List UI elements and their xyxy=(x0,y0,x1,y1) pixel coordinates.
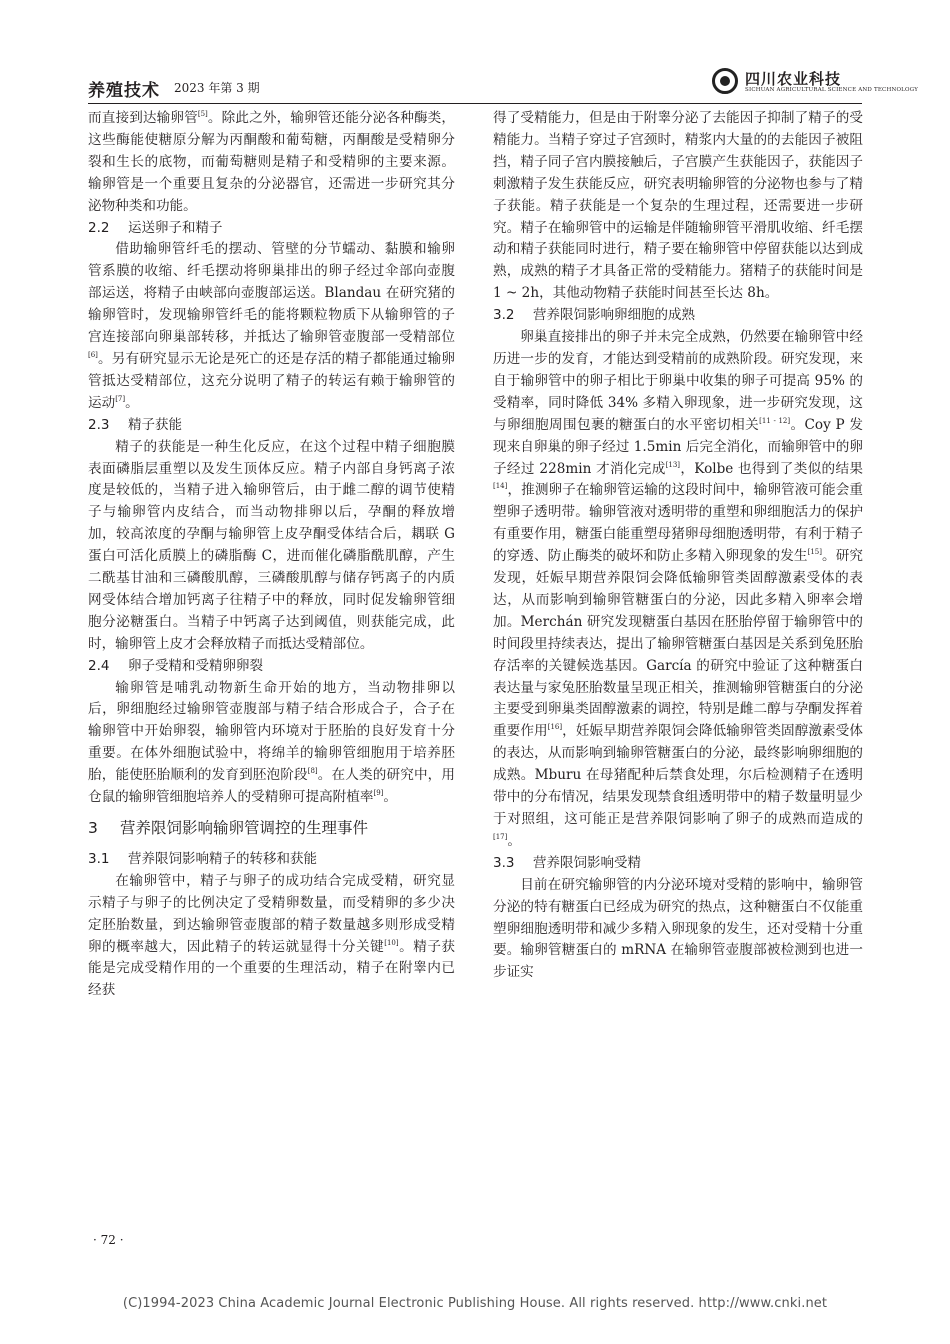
issue-label: 2023 年第 3 期 xyxy=(174,81,260,95)
logo-emblem-icon xyxy=(712,68,738,94)
paragraph: 目前在研究输卵管的内分泌环境对受精的影响中，输卵管分泌的特有糖蛋白已经成为研究的热点，这种糖蛋白不仅能重塑卵细胞透明带和减少多精入卵现象的发生，还对受精十分重要。输卵管糖蛋白的 mRNA 在输卵管壶腹部被检测到也进一步证实 xyxy=(493,876,863,981)
logo-subtitle: SICHUAN AGRICULTURAL SCIENCE AND TECHNOLOGY xyxy=(745,87,919,93)
logo-text: 四川农业科技 xyxy=(745,70,842,88)
paragraph: 卵巢直接排出的卵子并未完全成熟，仍然要在输卵管中经历进一步的发育，才能达到受精前的成熟阶段。研究发现，来自于输卵管中的卵子相比于卵巢中收集的卵子可提高 95% 的受精率，同时降低 34% 多精入卵现象，进一步研究发现，这与卵细胞周围包裹的糖蛋白的水平密切相关[11 - 12]。Coy P 发现来自卵巢的卵子经过 1.5min 后完全消化，而输卵管中的卵子经过 228min 才消化完成[13]，Kolbe 也得到了类似的结果[14]，推测卵子在输卵管运输的这段时间中，输卵管液可能会重塑卵子透明带。输卵管液对透明带的重塑和卵细胞活力的保护有重要作用，糖蛋白能重塑母猪卵母细胞透明带，有利于精子的穿透、防止酶类的破坏和防止多精入卵现象的发生[15]。研究发现，妊娠早期营养限饲会降低输卵管类固醇激素受体的表达，从而影响到输卵管糖蛋白的分泌，因此多精入卵率会增加。Merchán 研究发现糖蛋白基因在胚胎停留于输卵管中的时间段里持续表达，提出了输卵管糖蛋白基因是关系到兔胚胎存活率的关键候选基因。García 的研究中验证了这种糖蛋白表达量与家兔胚胎数量呈现正相关，推测输卵管糖蛋白的分泌主要受到卵巢类固醇激素的调控，特别是雌二醇与孕酮发挥着重要作用[16]，妊娠早期营养限饲会降低输卵管类固醇激素受体的表达，从而影响到输卵管糖蛋白的分泌，最终影响卵细胞的成熟。Mburu 在母猪配种后禁食处理，尔后检测精子在透明带中的分布情况，结果发现禁食组透明带中的精子数量明显少于对照组，这可能正是营养限饲影响了卵子的成熟而造成的[17]。 xyxy=(493,329,864,849)
journal-title: 养殖技术 xyxy=(88,81,160,101)
section-heading-2-2: 2.2 运送卵子和精子 xyxy=(88,219,223,236)
paragraph: 输卵管是哺乳动物新生命开始的地方，当动物排卵以后，卵细胞经过输卵管壶腹部与精子结合形成合子，合子在输卵管中开始卵裂，输卵管内环境对于胚胎的良好发育十分重要。在体外细胞试验中，将绵羊的输卵管细胞用于培养胚胎，能使胚胎顺利的发育到胚泡阶段[8]。在人类的研究中，用仓鼠的输卵管细胞培养人的受精卵可提高附植率[9]。 xyxy=(88,679,456,806)
paragraph: 在输卵管中，精子与卵子的成功结合完成受精，研究显示精子与卵子的比例决定了受精卵数量，而受精卵的多少决定胚胎数量，到达输卵管壶腹部的精子数量越多则形成受精卵的概率越大，因此精子的转运就显得十分关键[10]。精子获能是完成受精作用的一个重要的生理活动，精子在附睾内已经获 xyxy=(88,872,456,999)
section-heading-2-3: 2.3 精子获能 xyxy=(88,416,182,433)
journal-logo xyxy=(712,68,919,100)
section-heading-3-3: 3.3 营养限饲影响受精 xyxy=(493,854,641,871)
page-header xyxy=(88,70,919,102)
left-column xyxy=(88,108,455,1002)
section-heading-3-2: 3.2 营养限饲影响卵细胞的成熟 xyxy=(493,307,695,324)
right-column xyxy=(493,108,863,984)
paragraph: 得了受精能力，但是由于附睾分泌了去能因子抑制了精子的受精能力。当精子穿过子宫颈时，精浆内大量的的去能因子被阻挡，精子同子宫内膜接触后，子宫膜产生获能因子，获能因子刺激精子发生获能反应，研究表明输卵管的分泌物也参与了精子获能。精子获能是一个复杂的生理过程，还需要进一步研究。精子在输卵管中的运输是伴随输卵管平滑肌收缩、纤毛摆动和精子获能同时进行，精子要在输卵管中停留获能以达到成熟，成熟的精子才具备正常的受精能力。猪精子的获能时间是 1 ~ 2h，其他动物精子获能时间甚至长达 8h。 xyxy=(493,110,863,302)
paragraph: 借助输卵管纤毛的摆动、管壁的分节蠕动、黏膜和输卵管系膜的收缩、纤毛摆动将卵巢排出的卵子经过伞部向壶腹部运送，将精子由峡部向壶腹部运送。Blandau 在研究猪的输卵管时，发现输卵管纤毛的能将颗粒物质下从输卵管的子宫连接部向卵巢部转移，并抵达了输卵管壶腹部一受精部位[6]。另有研究显示无论是死亡的还是存活的精子都能通过输卵管抵达受精部位，这充分说明了精子的转运有赖于输卵管的运动[7]。 xyxy=(88,241,455,411)
section-heading-2-4: 2.4 卵子受精和受精卵卵裂 xyxy=(88,657,263,674)
paragraph: 而直接到达输卵管[5]。除此之外，输卵管还能分泌各种酶类，这些酶能使糖原分解为丙酮酸和葡萄糖，丙酮酸是受精卵分裂和生长的底物，而葡萄糖则是精子和受精卵的主要来源。输卵管是一个重要且复杂的分泌器官，还需进一步研究其分泌物种类和功能。 xyxy=(88,110,456,214)
copyright-footer: (C)1994-2023 China Academic Journal Electronic Publishing House. All rights reserved. http://www.cnki.net xyxy=(122,1296,828,1311)
paragraph: 精子的获能是一种生化反应，在这个过程中精子细胞膜表面磷脂层重塑以及发生顶体反应。精子内部自身钙离子浓度是较低的，当精子进入输卵管后，由于雌二醇的调节使精子与输卵管内皮结合，而当动物排卵以后，孕酮的释放增加，较高浓度的孕酮与输卵管上皮孕酮受体结合后，耦联 G 蛋白可活化质膜上的磷脂酶 C，进而催化磷脂酰肌醇，产生二酰基甘油和三磷酸肌醇，三磷酸肌醇与储存钙离子的内质网受体结合增加钙离子往精子中的释放，同时促发输卵管细胞分泌糖蛋白。当精子中钙离子达到阈值，则获能完成，此时，输卵管上皮才会释放精子而抵达受精部位。 xyxy=(88,438,455,652)
section-heading-3-1: 3.1 营养限饲影响精子的转移和获能 xyxy=(88,850,317,867)
header-divider xyxy=(88,103,862,104)
page-number: · 72 · xyxy=(93,1233,124,1247)
section-heading-3: 3 营养限饲影响输卵管调控的生理事件 xyxy=(88,819,369,837)
